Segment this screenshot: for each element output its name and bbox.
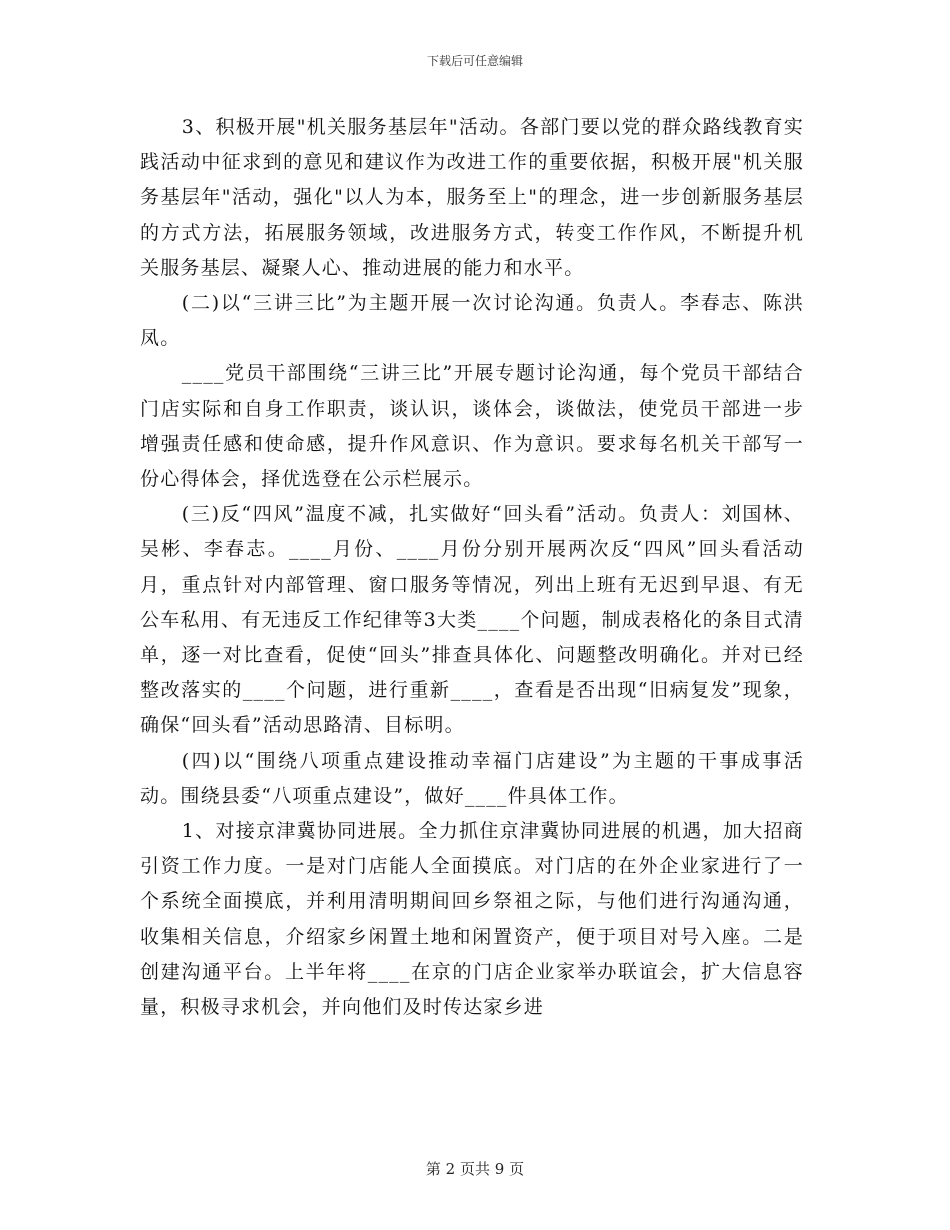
- paragraph-item-1: 1、对接京津冀协同进展。全力抓住京津冀协同进展的机遇，加大招商引资工作力度。一是对门店能人全面摸底。对门店的在外企业家进行了一个系统全面摸底，并利用清明期间回乡祭祖之际，与他们进行沟通沟通，收集相关信息，介绍家乡闲置土地和闲置资产，便于项目对号入座。二是创建沟通平台。上半年将____在京的门店企业家举办联谊会，扩大信息容量，积极寻求机会，并向他们及时传达家乡进: [140, 820, 804, 1019]
- paragraph-section-2: (二)以“三讲三比”为主题开展一次讨论沟通。负责人。李春志、陈洪凤。: [140, 292, 804, 350]
- paragraph-section-4: (四)以“围绕八项重点建设推动幸福门店建设”为主题的干事成事活动。围绕县委“八项重点建设”，做好____件具体工作。: [140, 749, 804, 807]
- paragraph-discussion: ____党员干部围绕“三讲三比”开展专题讨论沟通，每个党员干部结合门店实际和自身工作职责，谈认识，谈体会，谈做法，使党员干部进一步增强责任感和使命感，提升作风意识、作为意识。要求每名机关干部写一份心得体会，择优选登在公示栏展示。: [140, 362, 804, 491]
- paragraph-item-3: 3、积极开展"机关服务基层年"活动。各部门要以党的群众路线教育实践活动中征求到的意见和建议作为改进工作的重要依据，积极开展"机关服务基层年"活动，强化"以人为本，服务至上"的理念，进一步创新服务基层的方式方法，拓展服务领域，改进服务方式，转变工作作风，不断提升机关服务基层、凝聚人心、推动进展的能力和水平。: [140, 116, 804, 279]
- document-body: [140, 110, 804, 1025]
- page-footer: 第 2 页共 9 页: [425, 1160, 525, 1178]
- page-header: 下载后可任意编辑: [426, 54, 523, 68]
- paragraph-section-3: (三)反“四风”温度不减，扎实做好“回头看”活动。负责人：刘国林、吴彬、李春志。____月份、____月份分别开展两次反“四风”回头看活动月，重点针对内部管理、窗口服务等情况，列出上班有无迟到早退、有无公车私用、有无违反工作纪律等3大类____个问题，制成表格化的条目式清单，逐一对比查看，促使“回头”排查具体化、问题整改明确化。并对已经整改落实的____个问题，进行重新____，查看是否出现“旧病复发”现象，确保“回头看”活动思路清、目标明。: [140, 503, 804, 737]
